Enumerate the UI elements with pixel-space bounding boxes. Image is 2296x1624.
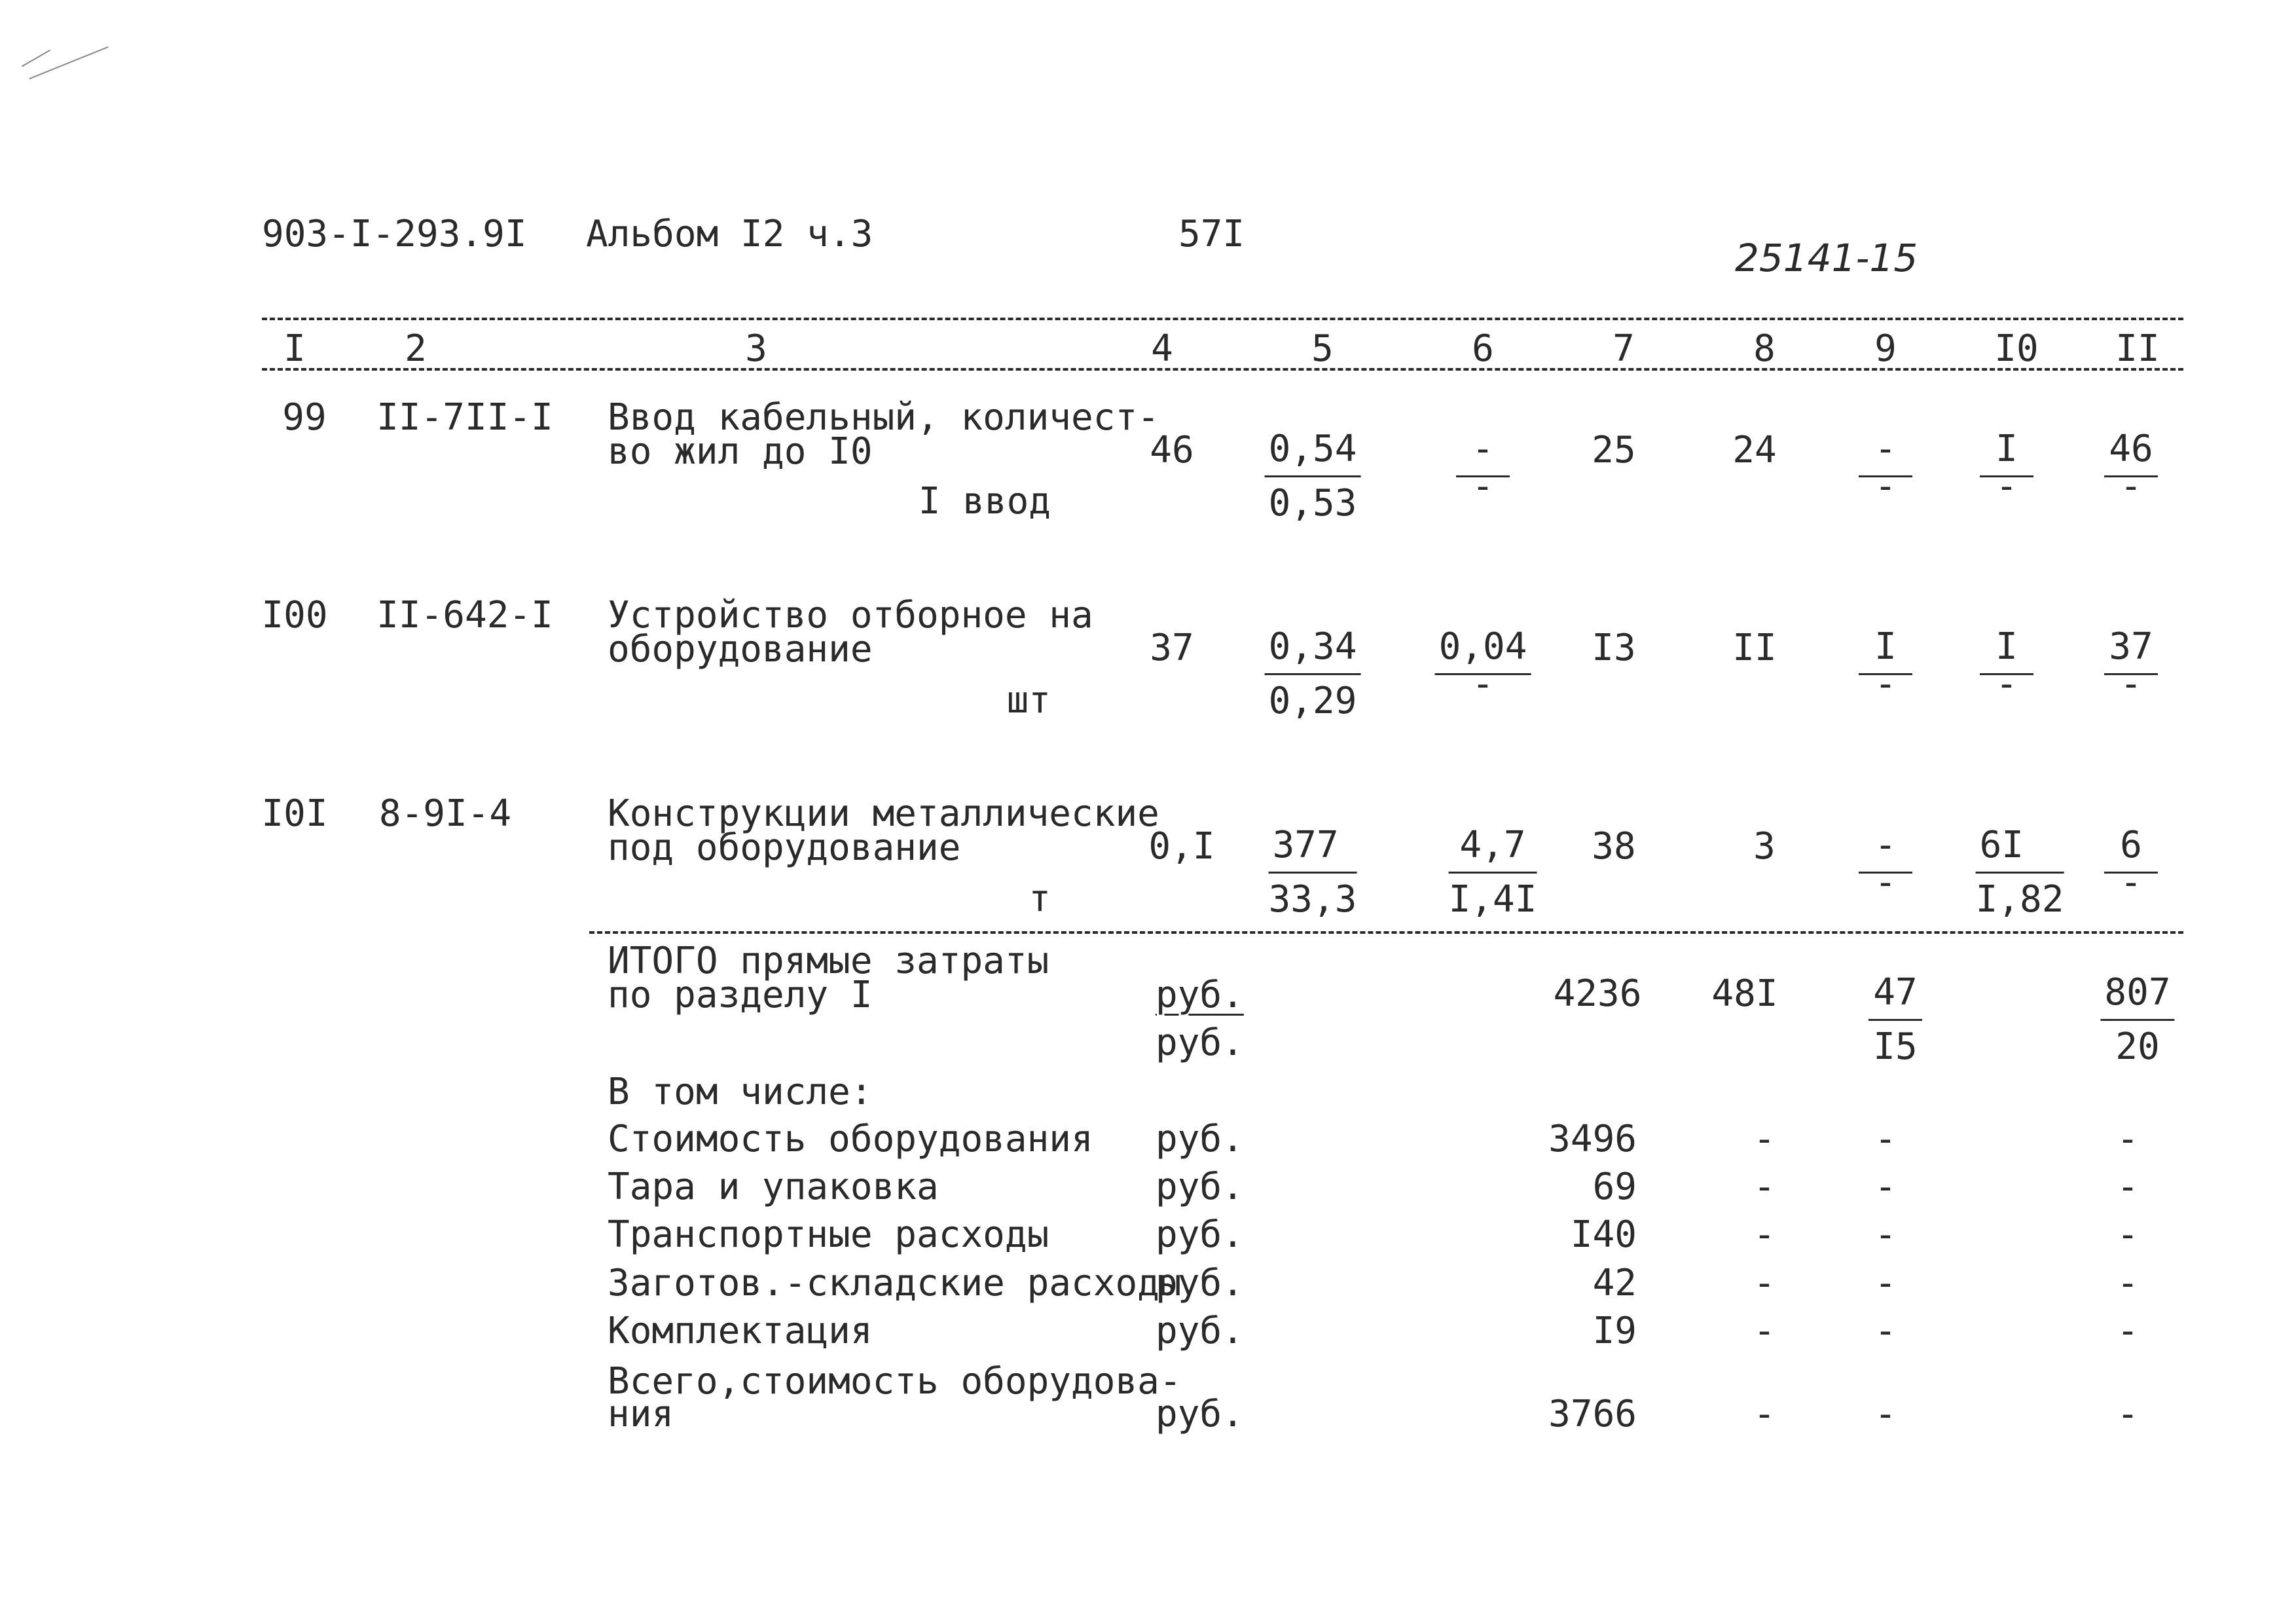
breakdown-unit: руб. <box>1156 1166 1244 1208</box>
fraction-col9 <box>1859 428 1912 507</box>
value-col8: II <box>1732 627 1777 669</box>
breakdown-col8: - <box>1753 1310 1776 1352</box>
fraction-numerator: 807 <box>2100 974 2174 1021</box>
value-col8: 3 <box>1753 825 1776 868</box>
fraction-numerator: 4,7 <box>1449 827 1537 874</box>
breakdown-unit: руб. <box>1156 1310 1244 1352</box>
fraction-col11 <box>2104 625 2158 705</box>
fraction-numerator: - <box>1456 431 1510 477</box>
breakdown-unit: руб. <box>1156 1262 1244 1304</box>
fraction-numerator: 46 <box>2104 431 2158 477</box>
fraction-denominator: - <box>2120 465 2142 507</box>
breakdown-col8: - <box>1753 1213 1776 1256</box>
breakdown-col11: - <box>2117 1118 2139 1160</box>
archive-stamp: 25141-15 <box>1735 236 1918 280</box>
breakdown-col9: - <box>1874 1118 1897 1160</box>
fraction-numerator: - <box>1859 827 1912 874</box>
totals-unit: руб. <box>1156 974 1244 1016</box>
fraction-denominator: - <box>1995 465 2018 507</box>
breakdown-label: Заготов.-складские расходы <box>608 1262 1182 1304</box>
fraction-denominator: - <box>1874 465 1897 507</box>
breakdown-label: Тара и упаковка <box>608 1166 939 1208</box>
breakdown-value: 69 <box>1592 1166 1637 1208</box>
column-header: 4 <box>1151 327 1173 370</box>
breakdown-label: Стоимость оборудования <box>608 1118 1093 1160</box>
item-description: Конструкции металлические <box>608 792 1159 835</box>
corner-stroke <box>29 46 108 80</box>
breakdown-total-value: 3766 <box>1548 1393 1637 1435</box>
fraction-col6 <box>1448 824 1537 921</box>
fraction-col5 <box>1265 625 1361 722</box>
rate-code: II-642-I <box>376 594 553 637</box>
fraction-col11 <box>2104 824 2158 904</box>
breakdown-col11: - <box>2117 1310 2139 1352</box>
fraction-col6 <box>1435 625 1531 705</box>
column-header: 3 <box>745 327 767 370</box>
fraction-denominator: - <box>1472 663 1494 705</box>
row-number: 99 <box>282 396 327 439</box>
column-header: 5 <box>1311 327 1334 370</box>
fraction-numerator: 0,54 <box>1265 431 1361 477</box>
fraction-numerator: I <box>1980 629 2033 675</box>
column-header: I0 <box>1994 327 2039 370</box>
value-col8: 24 <box>1732 429 1777 471</box>
row-number: I0I <box>261 792 328 835</box>
fraction-denominator: - <box>1874 861 1897 904</box>
fraction-numerator: 6 <box>2104 827 2158 874</box>
fraction-col10 <box>1980 428 2033 507</box>
breakdown-total-col11: - <box>2117 1393 2139 1435</box>
fraction-numerator: I <box>1859 629 1912 675</box>
fraction-col5 <box>1268 824 1357 921</box>
fraction-col9 <box>1859 824 1912 904</box>
fraction-denominator: I5 <box>1873 1025 1918 1068</box>
breakdown-value: 42 <box>1592 1262 1637 1304</box>
fraction-numerator: 0,04 <box>1435 629 1531 675</box>
totals-col8: 48I <box>1711 972 1778 1015</box>
totals-col9 <box>1868 971 1922 1068</box>
breakdown-value: I40 <box>1570 1213 1637 1256</box>
totals-col7: 4236 <box>1553 972 1642 1015</box>
totals-col11 <box>2100 971 2174 1068</box>
item-description: оборудование <box>608 628 873 671</box>
breakdown-label: Транспортные расходы <box>608 1213 1049 1256</box>
fraction-col6 <box>1456 428 1510 507</box>
row-number: I00 <box>261 594 328 637</box>
fraction-numerator: 377 <box>1269 827 1357 874</box>
breakdown-value: I9 <box>1592 1310 1637 1352</box>
breakdown-heading: В том числе: <box>608 1071 873 1113</box>
breakdown-col9: - <box>1874 1310 1897 1352</box>
breakdown-label: Комплектация <box>608 1310 873 1352</box>
item-description: под оборудование <box>608 826 961 869</box>
breakdown-col11: - <box>2117 1262 2139 1304</box>
breakdown-total-label: Всего,стоимость оборудова- <box>608 1360 1182 1403</box>
fraction-denominator: - <box>1472 465 1494 507</box>
totals-unit: руб. <box>1156 1022 1244 1064</box>
fraction-denominator: 33,3 <box>1268 878 1357 921</box>
breakdown-col8: - <box>1753 1166 1776 1208</box>
table-rule <box>262 318 2183 320</box>
album-reference: Альбом I2 ч.3 <box>586 213 873 255</box>
page-number: 57I <box>1178 213 1245 255</box>
fraction-denominator: I,4I <box>1448 878 1537 921</box>
breakdown-total-col9: - <box>1874 1393 1897 1435</box>
breakdown-col8: - <box>1753 1118 1776 1160</box>
column-header: 6 <box>1472 327 1494 370</box>
totals-label: ИТОГО прямые затраты <box>608 940 1049 982</box>
breakdown-col11: - <box>2117 1166 2139 1208</box>
totals-rule <box>589 931 2183 934</box>
fraction-numerator: I <box>1980 431 2033 477</box>
corner-stroke <box>22 50 50 67</box>
column-header: 8 <box>1753 327 1776 370</box>
document-code: 903-I-293.9I <box>262 213 527 255</box>
quantity: 46 <box>1150 429 1194 471</box>
breakdown-value: 3496 <box>1548 1118 1637 1160</box>
value-col7: 25 <box>1592 429 1636 471</box>
fraction-col10 <box>1975 824 2064 921</box>
quantity: 0,I <box>1148 825 1215 868</box>
breakdown-total-label: ния <box>608 1393 674 1435</box>
fraction-denominator: - <box>1874 663 1897 705</box>
item-description: Устройство отборное на <box>608 594 1093 637</box>
fraction-denominator: - <box>2120 861 2142 904</box>
column-header: 9 <box>1874 327 1897 370</box>
fraction-denominator: - <box>2120 663 2142 705</box>
value-col7: 38 <box>1592 825 1636 868</box>
fraction-numerator: 37 <box>2104 629 2158 675</box>
fraction-denominator: 0,29 <box>1268 680 1357 722</box>
item-unit: шт <box>1006 679 1051 722</box>
item-unit: I ввод <box>918 480 1051 523</box>
item-unit: т <box>1029 877 1051 920</box>
breakdown-col9: - <box>1874 1166 1897 1208</box>
quantity: 37 <box>1150 627 1194 669</box>
fraction-denominator: 20 <box>2115 1025 2160 1068</box>
rate-code: II-7II-I <box>376 396 553 439</box>
column-header: I <box>283 327 306 370</box>
totals-label: по разделу I <box>608 974 873 1016</box>
fraction-col10 <box>1980 625 2033 705</box>
fraction-denominator: 0,53 <box>1268 482 1357 525</box>
breakdown-total-unit: руб. <box>1156 1393 1244 1435</box>
value-col7: I3 <box>1592 627 1636 669</box>
breakdown-unit: руб. <box>1156 1213 1244 1256</box>
column-header: 7 <box>1613 327 1635 370</box>
fraction-denominator: I,82 <box>1975 878 2064 921</box>
breakdown-unit: руб. <box>1156 1118 1244 1160</box>
fraction-denominator: - <box>1995 663 2018 705</box>
breakdown-col9: - <box>1874 1262 1897 1304</box>
fraction-col9 <box>1859 625 1912 705</box>
fraction-numerator: 6I <box>1976 827 2064 874</box>
fraction-numerator: 0,34 <box>1265 629 1361 675</box>
fraction-col5 <box>1265 428 1361 525</box>
breakdown-col11: - <box>2117 1213 2139 1256</box>
rate-code: 8-9I-4 <box>378 792 512 835</box>
item-description: во жил до I0 <box>608 430 873 473</box>
column-header: 2 <box>405 327 427 370</box>
item-description: Ввод кабельный, количест- <box>608 396 1159 439</box>
column-header: II <box>2115 327 2160 370</box>
breakdown-total-col8: - <box>1753 1393 1776 1435</box>
fraction-numerator: - <box>1859 431 1912 477</box>
breakdown-col8: - <box>1753 1262 1776 1304</box>
breakdown-col9: - <box>1874 1213 1897 1256</box>
fraction-col11 <box>2104 428 2158 507</box>
fraction-numerator: 47 <box>1868 974 1922 1021</box>
